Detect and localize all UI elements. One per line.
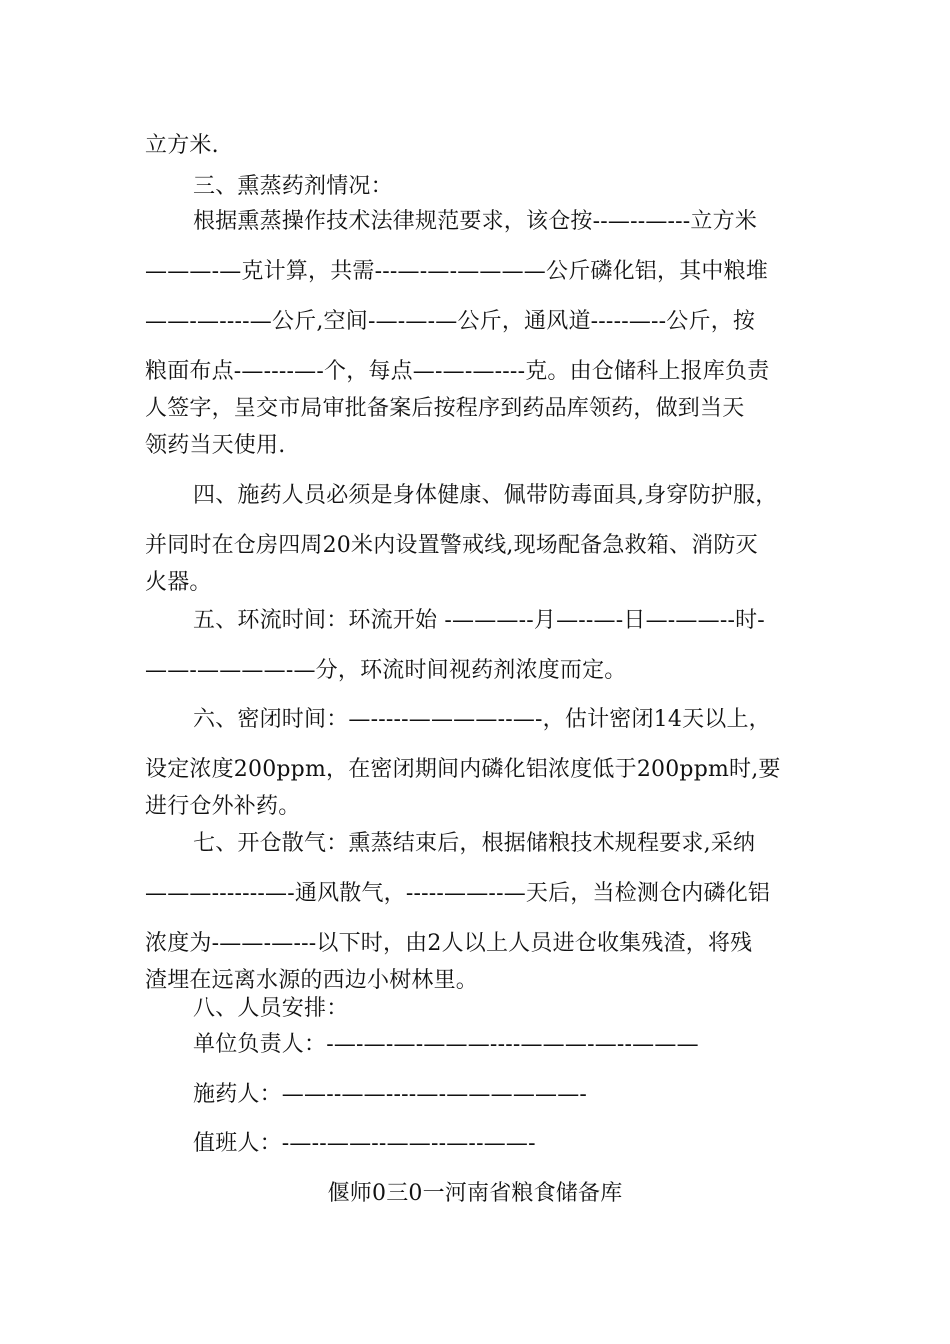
text-line-1: 立方米. [145, 133, 219, 158]
text-line-13: ——-————-—分，环流时间视药剂浓度而定。 [145, 658, 627, 683]
text-line-11: 火器。 [145, 570, 212, 595]
section-heading-6: 六、密闭时间：—-----————--—-，估计密闭14天以上， [193, 707, 771, 732]
organization-signature: 偃师0三0一河南省粮食储备库 [327, 1181, 623, 1206]
text-line-4: ———-—克计算，共需---—-—-————公斤磷化铝，其中粮堆 [145, 259, 769, 284]
text-line-3: 根据熏蒸操作技术法律规范要求，该仓按--—--—---立方米 [193, 209, 758, 234]
text-line-15: 设定浓度200ppm，在密闭期间内磷化铝浓度低于200ppm时,要 [145, 757, 781, 782]
text-line-20: 渣埋在远离水源的西边小树林里。 [145, 968, 479, 993]
applicator-line: 施药人：——--——----—-——————- [193, 1082, 588, 1107]
text-line-10: 并同时在仓房四周20米内设置警戒线,现场配备急救箱、消防灭 [145, 533, 758, 558]
section-heading-3: 三、熏蒸药剂情况： [193, 174, 393, 199]
text-line-16: 进行仓外补药。 [145, 794, 301, 819]
text-line-5: ——-—----—公斤,空间-—-—-—公斤，通风道-----—--公斤，按 [145, 309, 756, 334]
duty-staff-line: 值班人：-—--——--——--—--——- [193, 1131, 536, 1156]
section-heading-8: 八、人员安排： [193, 996, 349, 1021]
unit-leader-line: 单位负责人：-—-—-—-———----———-—--——— [193, 1032, 699, 1057]
text-line-19: 浓度为-——-—---以下时，由2人以上人员进仓收集残渣，将残 [145, 931, 753, 956]
text-line-7: 人签字，呈交市局审批备案后按程序到药品库领药，做到当天 [145, 396, 745, 421]
section-heading-4: 四、施药人员必须是身体健康、佩带防毒面具,身穿防护服， [193, 483, 778, 508]
text-line-18: ———-------—-通风散气，-----——--—天后，当检测仓内磷化铝 [145, 881, 771, 906]
section-heading-7: 七、开仓散气：熏蒸结束后，根据储粮技术规程要求,采纳 [193, 831, 756, 856]
text-line-8: 领药当天使用. [145, 433, 286, 458]
text-line-6: 粮面布点-—----—-个，每点—-—-—----克。由仓储科上报库负责 [145, 359, 770, 384]
section-heading-5: 五、环流时间：环流开始 -———--月—--—-日—-——--时- [193, 608, 765, 633]
